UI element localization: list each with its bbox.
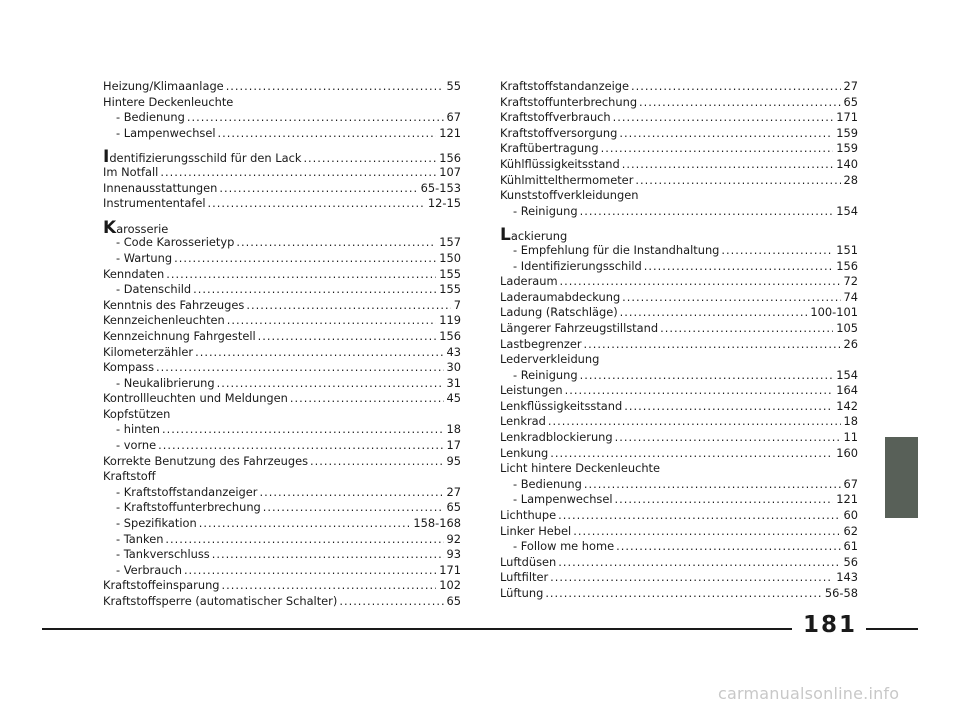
index-page-ref: 30: [446, 360, 461, 375]
index-entry: [500, 352, 858, 368]
index-term: - vorne: [116, 438, 157, 453]
index-entry: [500, 383, 858, 399]
index-term: Längerer Fahrzeugstillstand: [500, 320, 659, 335]
index-page-ref: 56: [843, 554, 858, 569]
index-entry: [500, 524, 858, 540]
index-subentry: [103, 376, 461, 392]
index-subentry: [103, 485, 461, 501]
index-page-ref: 121: [836, 492, 858, 507]
index-term: Kontrollleuchten und Meldungen: [103, 391, 288, 406]
index-term: Lastbegrenzer: [500, 336, 582, 351]
index-page-ref: 151: [836, 242, 858, 257]
index-entry: [500, 337, 858, 353]
index-term: Kraftstoff: [103, 469, 156, 484]
dot-leader: [584, 337, 841, 353]
dot-leader: [219, 181, 417, 197]
index-term: Kopfstützen: [103, 406, 171, 421]
index-subentry: [500, 204, 858, 220]
dot-leader: [639, 95, 840, 111]
index-subentry: [103, 532, 461, 548]
dot-leader: [615, 430, 841, 446]
index-entry: [103, 196, 461, 212]
index-page-ref: 119: [439, 313, 461, 328]
index-term: - Neukalibrierung: [116, 375, 215, 390]
dot-leader: [195, 345, 443, 361]
index-page-ref: 160: [836, 445, 858, 460]
index-entry: [500, 227, 858, 243]
dot-leader: [660, 321, 833, 337]
index-term: - Bedienung: [513, 476, 582, 491]
index-term: Lenkflüssigkeitsstand: [500, 398, 623, 413]
dot-leader: [158, 438, 443, 454]
index-page-ref: 12-15: [427, 196, 461, 211]
index-page-ref: 121: [439, 125, 461, 140]
index-page-ref: 158-168: [413, 516, 461, 531]
index-term: Ladung (Ratschläge): [500, 305, 618, 320]
index-term: Kühlmittelthermometer: [500, 172, 634, 187]
index-page-ref: 67: [843, 476, 858, 491]
index-page-ref: 28: [843, 172, 858, 187]
index-entry: [103, 454, 461, 470]
index-entry: [500, 157, 858, 173]
dot-leader: [184, 563, 436, 579]
index-subentry: [500, 477, 858, 493]
index-entry: [500, 110, 858, 126]
index-term: Kennzeichenleuchten: [103, 313, 225, 328]
index-subentry: [500, 243, 858, 259]
dot-leader: [615, 492, 834, 508]
index-entry: [103, 149, 461, 165]
dot-leader: [580, 204, 834, 220]
index-term: Lenkradblockierung: [500, 430, 613, 445]
index-page-ref: 27: [446, 484, 461, 499]
dot-leader: [622, 290, 840, 306]
index-term: Identifizierungsschild für den Lack: [103, 149, 302, 165]
index-term: Hintere Deckenleuchte: [103, 94, 234, 109]
dot-leader: [550, 446, 833, 462]
dot-leader: [580, 368, 834, 384]
index-page-ref: 171: [439, 562, 461, 577]
index-page-ref: 56-58: [824, 586, 858, 600]
index-page-ref: 65: [843, 94, 858, 109]
index-subentry: [500, 492, 858, 508]
index-term: Kilometerzähler: [103, 344, 194, 359]
dot-leader: [290, 391, 444, 407]
index-page-ref: 171: [836, 110, 858, 125]
index-page-ref: 18: [843, 414, 858, 429]
index-page-ref: 18: [446, 422, 461, 437]
dot-leader: [548, 414, 841, 430]
index-page-ref: 17: [446, 438, 461, 453]
index-entry: [103, 181, 461, 197]
index-page-ref: 140: [836, 156, 858, 171]
index-column-right: [500, 79, 858, 602]
dot-leader: [635, 173, 840, 189]
index-page-ref: 45: [446, 391, 461, 406]
index-entry: [103, 165, 461, 181]
page-number: 181: [802, 612, 857, 638]
dot-leader: [156, 360, 443, 376]
index-page-ref: 67: [446, 110, 461, 125]
index-entry: [103, 329, 461, 345]
dot-leader: [218, 126, 437, 142]
dot-leader: [263, 500, 444, 516]
dot-leader: [545, 586, 822, 602]
index-entry: [103, 578, 461, 594]
index-term: - Lampenwechsel: [116, 125, 216, 140]
section-gap: [103, 141, 461, 149]
dot-leader: [601, 141, 834, 157]
dot-leader: [310, 454, 443, 470]
dot-leader: [622, 157, 833, 173]
index-page-ref: 7: [453, 297, 461, 312]
footer-rule-left: [42, 628, 792, 630]
dot-leader: [550, 570, 833, 586]
index-term: - Spezifikation: [116, 516, 197, 531]
index-entry: [500, 399, 858, 415]
index-term: - hinten: [116, 422, 161, 437]
index-entry: [500, 188, 858, 204]
index-page-ref: 155: [439, 266, 461, 281]
index-page-ref: 61: [843, 539, 858, 554]
index-term: Kraftstoffsperre (automatischer Schalter): [103, 594, 338, 608]
index-term: - Datenschild: [116, 282, 192, 297]
index-subentry: [103, 422, 461, 438]
index-entry: [500, 321, 858, 337]
index-entry: [103, 267, 461, 283]
index-entry: [500, 586, 858, 602]
dot-leader: [258, 329, 437, 345]
index-page-ref: 92: [446, 531, 461, 546]
index-page-ref: 26: [843, 336, 858, 351]
index-term: Karosserie: [103, 219, 169, 236]
index-term: Laderaum: [500, 274, 558, 289]
index-page-ref: 142: [836, 398, 858, 413]
index-page-ref: 159: [836, 141, 858, 156]
index-subentry: [103, 282, 461, 298]
index-entry: [500, 430, 858, 446]
index-term: Kraftstoffunterbrechung: [500, 94, 638, 109]
section-tab-marker: [885, 437, 918, 518]
index-entry: [500, 570, 858, 586]
dot-leader: [165, 532, 443, 548]
dot-leader: [162, 422, 443, 438]
index-term: Laderaumabdeckung: [500, 289, 621, 304]
dot-leader: [558, 555, 840, 571]
index-term: Kraftstoffeinsparung: [103, 578, 220, 593]
dot-leader: [193, 282, 436, 298]
dot-leader: [208, 196, 425, 212]
index-page-ref: 60: [843, 508, 858, 523]
index-term: Kühlflüssigkeitsstand: [500, 156, 620, 171]
index-term: Lenkrad: [500, 414, 546, 429]
index-term: Kompass: [103, 360, 155, 375]
index-page-ref: 65-153: [420, 180, 461, 195]
index-term: Leistungen: [500, 383, 563, 398]
index-entry: [500, 414, 858, 430]
index-entry: [103, 220, 461, 236]
index-page-ref: 65: [446, 594, 461, 608]
dot-leader: [303, 151, 436, 165]
dot-leader: [246, 298, 450, 314]
index-entry: [103, 298, 461, 314]
index-page-ref: 107: [439, 164, 461, 179]
dot-leader: [227, 313, 436, 329]
dot-leader: [619, 126, 833, 142]
index-subentry: [103, 235, 461, 251]
index-term: Kraftstoffversorgung: [500, 125, 618, 140]
index-entry: [500, 126, 858, 142]
index-term: Kennzeichnung Fahrgestell: [103, 328, 256, 343]
index-term: - Lampenwechsel: [513, 492, 613, 507]
index-term: - Verbrauch: [116, 562, 182, 577]
index-term: - Follow me home: [513, 539, 615, 554]
index-page-ref: 31: [446, 375, 461, 390]
dot-leader: [226, 79, 444, 95]
index-page-ref: 164: [836, 383, 858, 398]
index-page-ref: 65: [446, 500, 461, 515]
index-term: Lenkung: [500, 445, 549, 460]
index-page-ref: 159: [836, 125, 858, 140]
index-page-ref: 74: [843, 289, 858, 304]
index-term: - Empfehlung für die Instandhaltung: [513, 242, 720, 257]
dot-leader: [212, 547, 444, 563]
index-term: Kraftstoffstandanzeige: [500, 79, 630, 93]
index-term: Luftdüsen: [500, 554, 557, 569]
index-term: Heizung/Klimaanlage: [103, 79, 224, 93]
index-term: - Wartung: [116, 250, 173, 265]
dot-leader: [613, 110, 834, 126]
index-subentry: [500, 368, 858, 384]
index-term: Lichthupe: [500, 508, 557, 523]
index-entry: [500, 274, 858, 290]
index-page-ref: 93: [446, 547, 461, 562]
index-entry: [500, 95, 858, 111]
index-term: Linker Hebel: [500, 523, 572, 538]
index-term: Luftfilter: [500, 570, 549, 585]
index-entry: [103, 313, 461, 329]
watermark-text: carmanualsonline.info: [718, 684, 900, 703]
section-gap: [500, 219, 858, 227]
index-term: Innenausstattungen: [103, 180, 218, 195]
index-subentry: [500, 539, 858, 555]
index-column-left: [103, 79, 461, 610]
index-page-ref: 143: [836, 570, 858, 585]
index-subentry: [500, 259, 858, 275]
index-page-ref: 62: [843, 523, 858, 538]
index-page-ref: 156: [836, 258, 858, 273]
index-page-ref: 155: [439, 282, 461, 297]
index-term: Lüftung: [500, 586, 544, 600]
index-entry: [103, 407, 461, 423]
index-entry: [500, 446, 858, 462]
index-page-ref: 11: [843, 430, 858, 445]
index-term: - Code Karosserietyp: [116, 235, 235, 250]
dot-leader: [259, 485, 443, 501]
index-page-ref: 156: [439, 328, 461, 343]
index-entry: [500, 555, 858, 571]
index-term: Kenndaten: [103, 266, 165, 281]
index-page-ref: 105: [836, 320, 858, 335]
dot-leader: [236, 235, 436, 251]
index-term: - Reinigung: [513, 367, 578, 382]
index-entry: [103, 345, 461, 361]
dot-leader: [560, 274, 841, 290]
index-page-ref: 154: [836, 367, 858, 382]
index-subentry: [103, 500, 461, 516]
dot-leader: [565, 383, 834, 399]
index-term: Korrekte Benutzung des Fahrzeuges: [103, 453, 309, 468]
dot-leader: [558, 508, 840, 524]
index-entry: [103, 95, 461, 111]
dot-leader: [187, 110, 444, 126]
dot-leader: [166, 267, 436, 283]
dot-leader: [160, 165, 436, 181]
index-term: Licht hintere Deckenleuchte: [500, 461, 661, 476]
index-subentry: [103, 126, 461, 142]
index-subentry: [103, 110, 461, 126]
index-term: Kenntnis des Fahrzeuges: [103, 297, 245, 312]
dot-leader: [174, 251, 436, 267]
index-entry: [103, 360, 461, 376]
index-page-ref: 95: [446, 453, 461, 468]
dot-leader: [222, 578, 437, 594]
dot-leader: [644, 259, 833, 275]
index-entry: [500, 173, 858, 189]
index-page-ref: 154: [836, 203, 858, 218]
index-page-ref: 102: [439, 578, 461, 593]
index-subentry: [103, 547, 461, 563]
index-subentry: [103, 251, 461, 267]
index-term: Kraftübertragung: [500, 141, 599, 156]
index-term: - Tankverschluss: [116, 547, 210, 562]
index-page-ref: 43: [446, 344, 461, 359]
index-subentry: [103, 438, 461, 454]
index-page-ref: 150: [439, 250, 461, 265]
index-page-ref: 72: [843, 274, 858, 289]
index-term: - Tanken: [116, 531, 164, 546]
index-term: Kunststoffverkleidungen: [500, 188, 639, 203]
index-page-ref: 156: [439, 151, 461, 165]
dot-leader: [616, 539, 840, 555]
index-term: Lederverkleidung: [500, 352, 600, 367]
index-entry: [103, 469, 461, 485]
index-term: Kraftstoffverbrauch: [500, 110, 611, 125]
dot-leader: [584, 477, 841, 493]
footer-rule-right: [866, 628, 918, 630]
index-term: - Identifizierungsschild: [513, 258, 642, 273]
index-term: Im Notfall: [103, 164, 159, 179]
index-term: Lackierung: [500, 227, 568, 243]
dot-leader: [721, 243, 833, 259]
index-page-ref: 55: [446, 79, 461, 93]
index-subentry: [103, 563, 461, 579]
index-page-ref: 100-101: [810, 305, 858, 320]
index-entry: [103, 594, 461, 610]
dot-leader: [217, 376, 444, 392]
dot-leader: [631, 79, 840, 95]
index-term: Instrumententafel: [103, 196, 206, 211]
index-entry: [500, 79, 858, 95]
index-term: - Bedienung: [116, 110, 185, 125]
dot-leader: [624, 399, 833, 415]
index-term: - Kraftstoffunterbrechung: [116, 500, 261, 515]
index-entry: [500, 305, 858, 321]
index-entry: [103, 391, 461, 407]
index-subentry: [103, 516, 461, 532]
index-page-ref: 27: [843, 79, 858, 93]
dot-leader: [199, 516, 411, 532]
dot-leader: [573, 524, 840, 540]
index-page-ref: 157: [439, 235, 461, 250]
index-entry: [500, 141, 858, 157]
index-term: - Reinigung: [513, 203, 578, 218]
index-entry: [500, 290, 858, 306]
dot-leader: [339, 594, 443, 610]
dot-leader: [620, 305, 808, 321]
index-entry: [500, 461, 858, 477]
index-term: - Kraftstoffstandanzeiger: [116, 484, 258, 499]
section-gap: [103, 212, 461, 220]
index-entry: [103, 79, 461, 95]
index-entry: [500, 508, 858, 524]
